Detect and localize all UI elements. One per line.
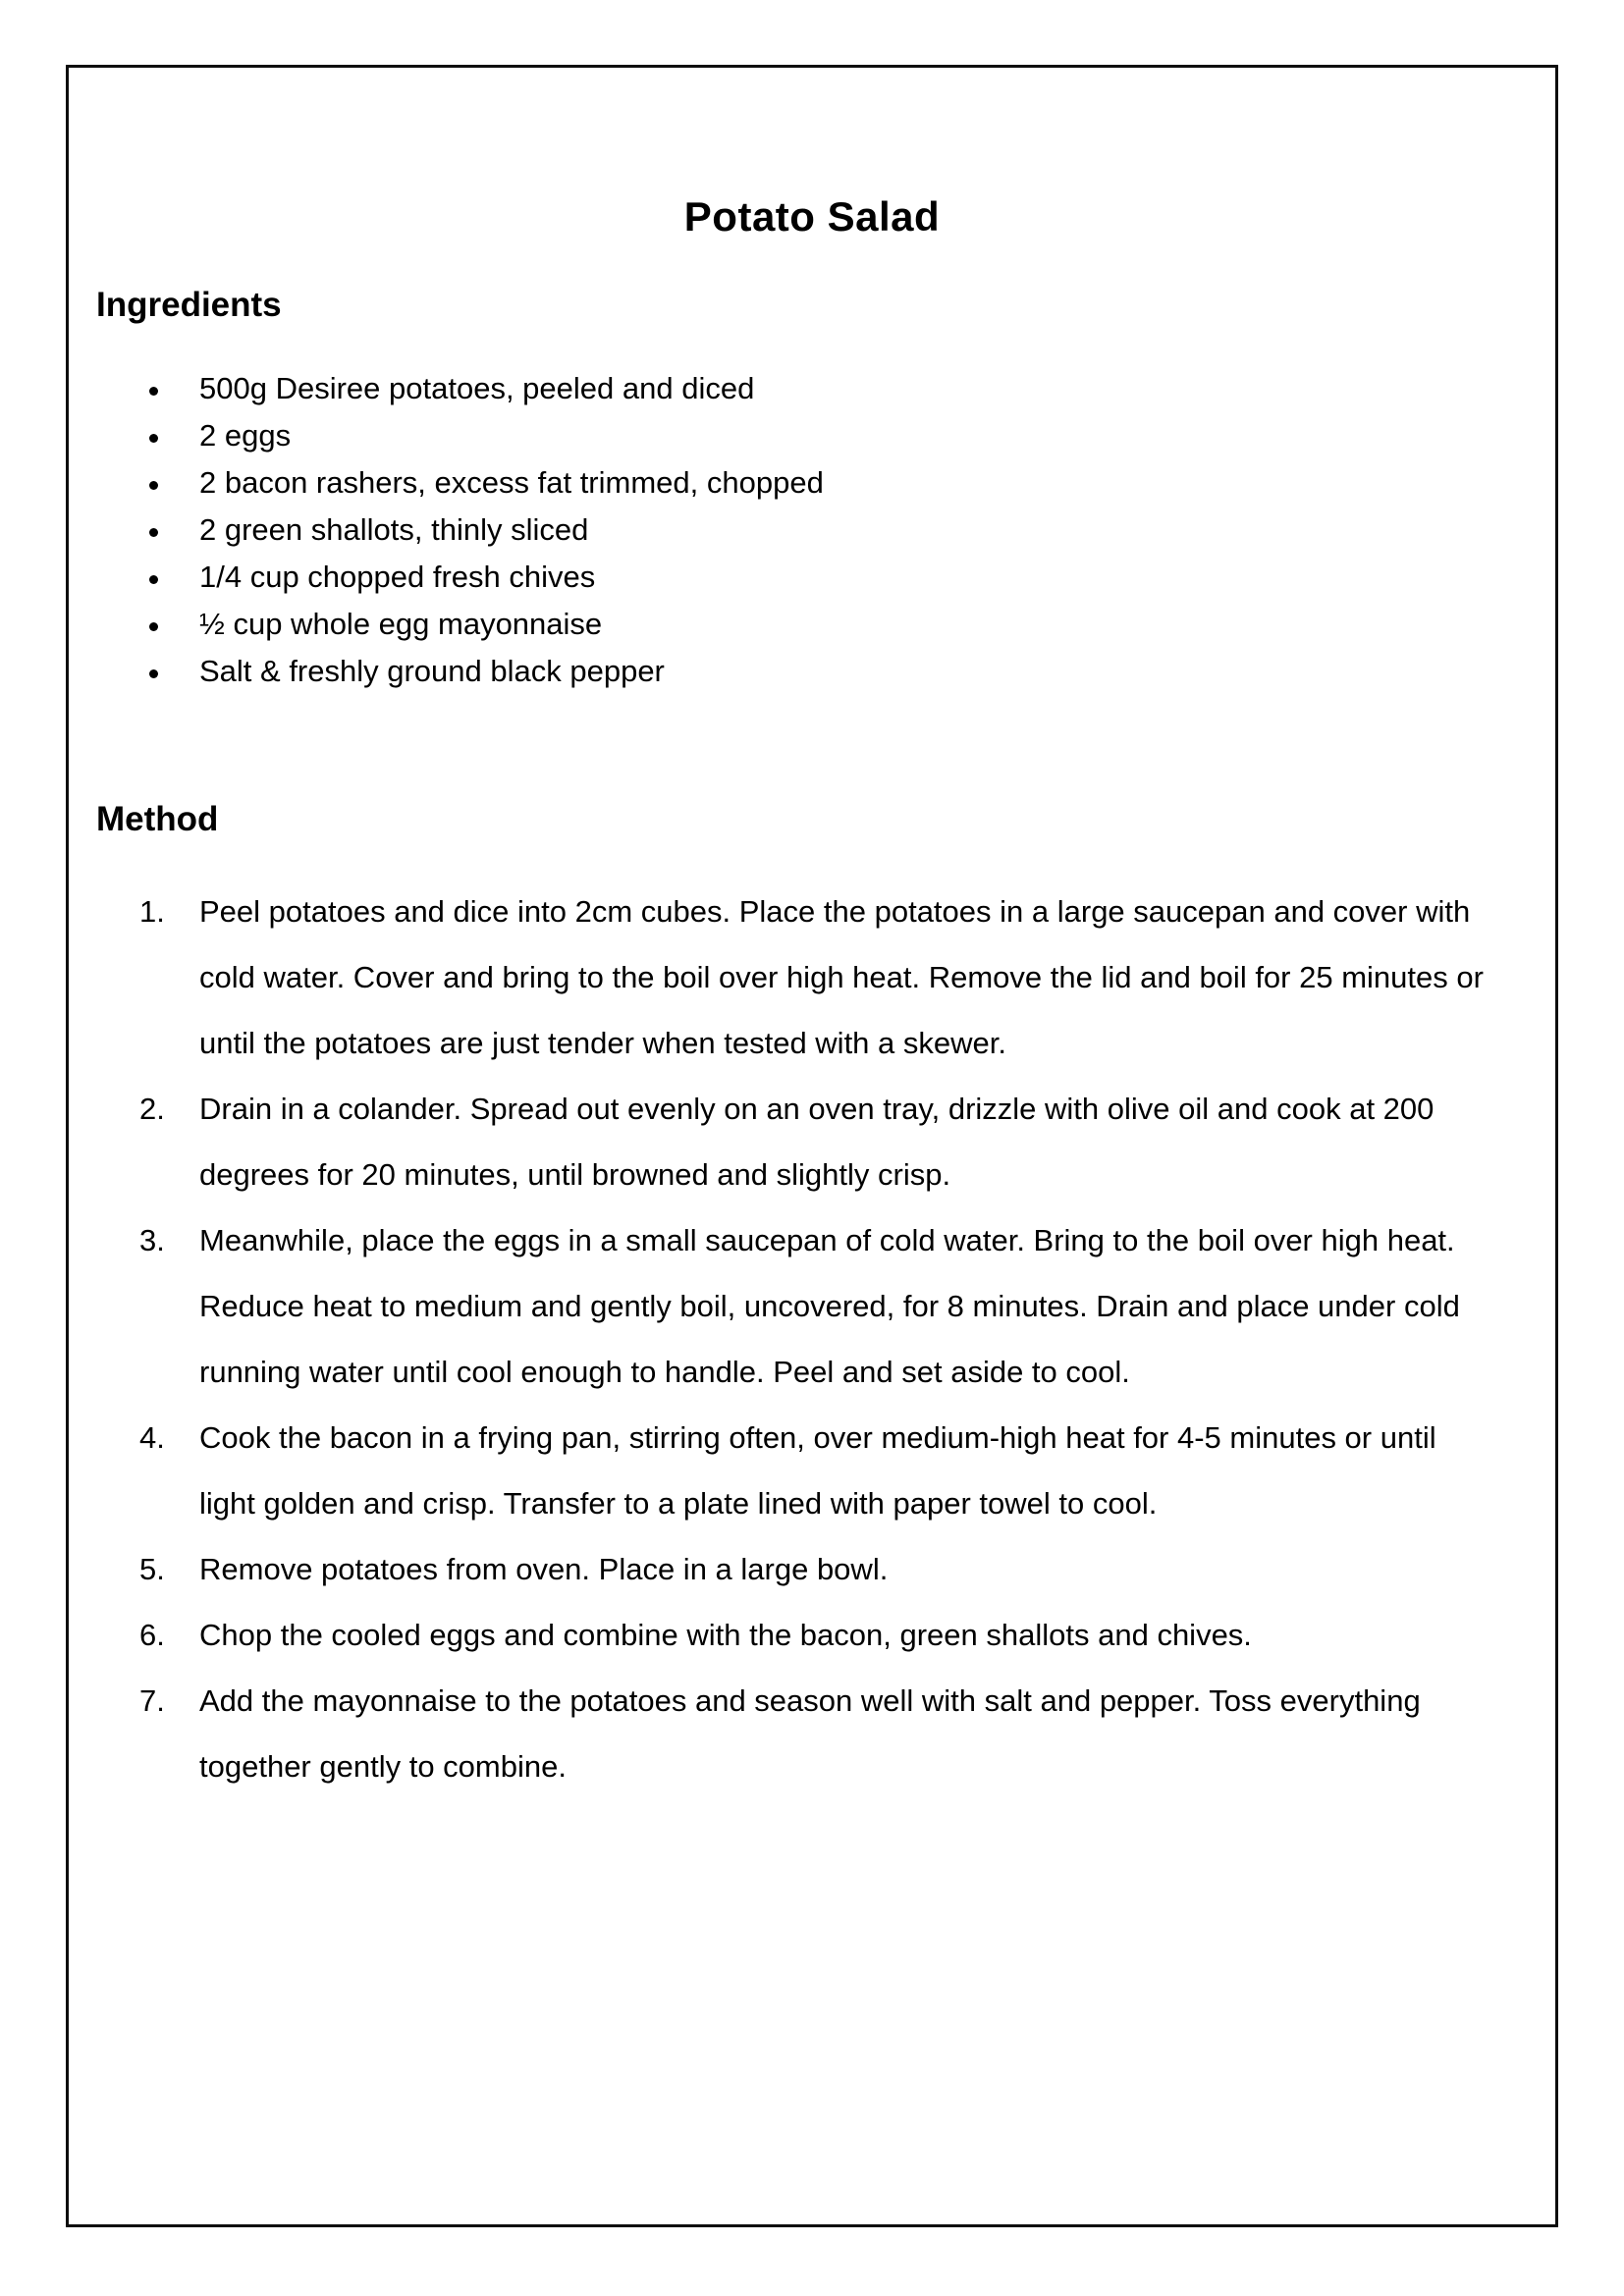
step-text: Add the mayonnaise to the potatoes and season well with salt and pepper. Toss everything together gently to combine.	[199, 1683, 1421, 1784]
method-heading: Method	[96, 800, 219, 838]
step-number: 7.	[139, 1683, 165, 1718]
step-text: Peel potatoes and dice into 2cm cubes. Place the potatoes in a large saucepan and cover with cold water. Cover and bring to the boil over high heat. Remove the lid and boil for 25 minutes or until the potatoes are just tender when tested with a skewer.	[199, 894, 1484, 1060]
bullet-icon	[149, 434, 158, 443]
step-number: 6.	[139, 1618, 165, 1652]
step-number: 4.	[139, 1420, 165, 1455]
ingredients-heading: Ingredients	[96, 286, 282, 324]
step-text: Chop the cooled eggs and combine with the bacon, green shallots and chives.	[199, 1618, 1252, 1652]
ingredient-text: 1/4 cup chopped fresh chives	[199, 560, 596, 594]
method-list	[0, 879, 1624, 1799]
bullet-icon	[149, 575, 158, 584]
method-step	[0, 1536, 1624, 1602]
bullet-icon	[149, 622, 158, 631]
ingredient-text: Salt & freshly ground black pepper	[199, 654, 665, 688]
step-text: Meanwhile, place the eggs in a small saucepan of cold water. Bring to the boil over high heat. Reduce heat to medium and gently boil, uncovered, for 8 minutes. Drain and place under cold running water until cool enough to handle. Peel and set aside to cool.	[199, 1223, 1460, 1389]
step-number: 5.	[139, 1552, 165, 1586]
method-step	[0, 1405, 1624, 1536]
method-step	[0, 1076, 1624, 1207]
ingredient-text: 2 green shallots, thinly sliced	[199, 512, 589, 547]
bullet-icon	[149, 481, 158, 490]
step-text: Remove potatoes from oven. Place in a large bowl.	[199, 1552, 889, 1586]
method-step	[0, 879, 1624, 1076]
recipe-title: Potato Salad	[683, 193, 941, 240]
method-step	[0, 1668, 1624, 1799]
step-text: Cook the bacon in a frying pan, stirring often, over medium-high heat for 4-5 minutes or until light golden and crisp. Transfer to a plate lined with paper towel to cool.	[199, 1420, 1436, 1521]
step-text: Drain in a colander. Spread out evenly on an oven tray, drizzle with olive oil and cook at 200 degrees for 20 minutes, until browned and slightly crisp.	[199, 1092, 1435, 1192]
bullet-icon	[149, 387, 158, 396]
bullet-icon	[149, 669, 158, 678]
ingredient-item	[0, 601, 1624, 648]
ingredient-text: 2 bacon rashers, excess fat trimmed, chopped	[199, 465, 824, 500]
ingredient-item	[0, 554, 1624, 601]
ingredient-item	[0, 459, 1624, 507]
ingredients-list	[0, 365, 1624, 695]
method-step	[0, 1207, 1624, 1405]
ingredient-text: 500g Desiree potatoes, peeled and diced	[199, 371, 755, 405]
ingredient-item	[0, 412, 1624, 459]
ingredient-item	[0, 507, 1624, 554]
step-number: 1.	[139, 894, 165, 929]
bullet-icon	[149, 528, 158, 537]
method-step	[0, 1602, 1624, 1668]
ingredient-text: 2 eggs	[199, 418, 292, 453]
ingredient-item	[0, 365, 1624, 412]
step-number: 3.	[139, 1223, 165, 1257]
ingredient-item	[0, 648, 1624, 695]
step-number: 2.	[139, 1092, 165, 1126]
ingredient-text: ½ cup whole egg mayonnaise	[199, 607, 603, 641]
